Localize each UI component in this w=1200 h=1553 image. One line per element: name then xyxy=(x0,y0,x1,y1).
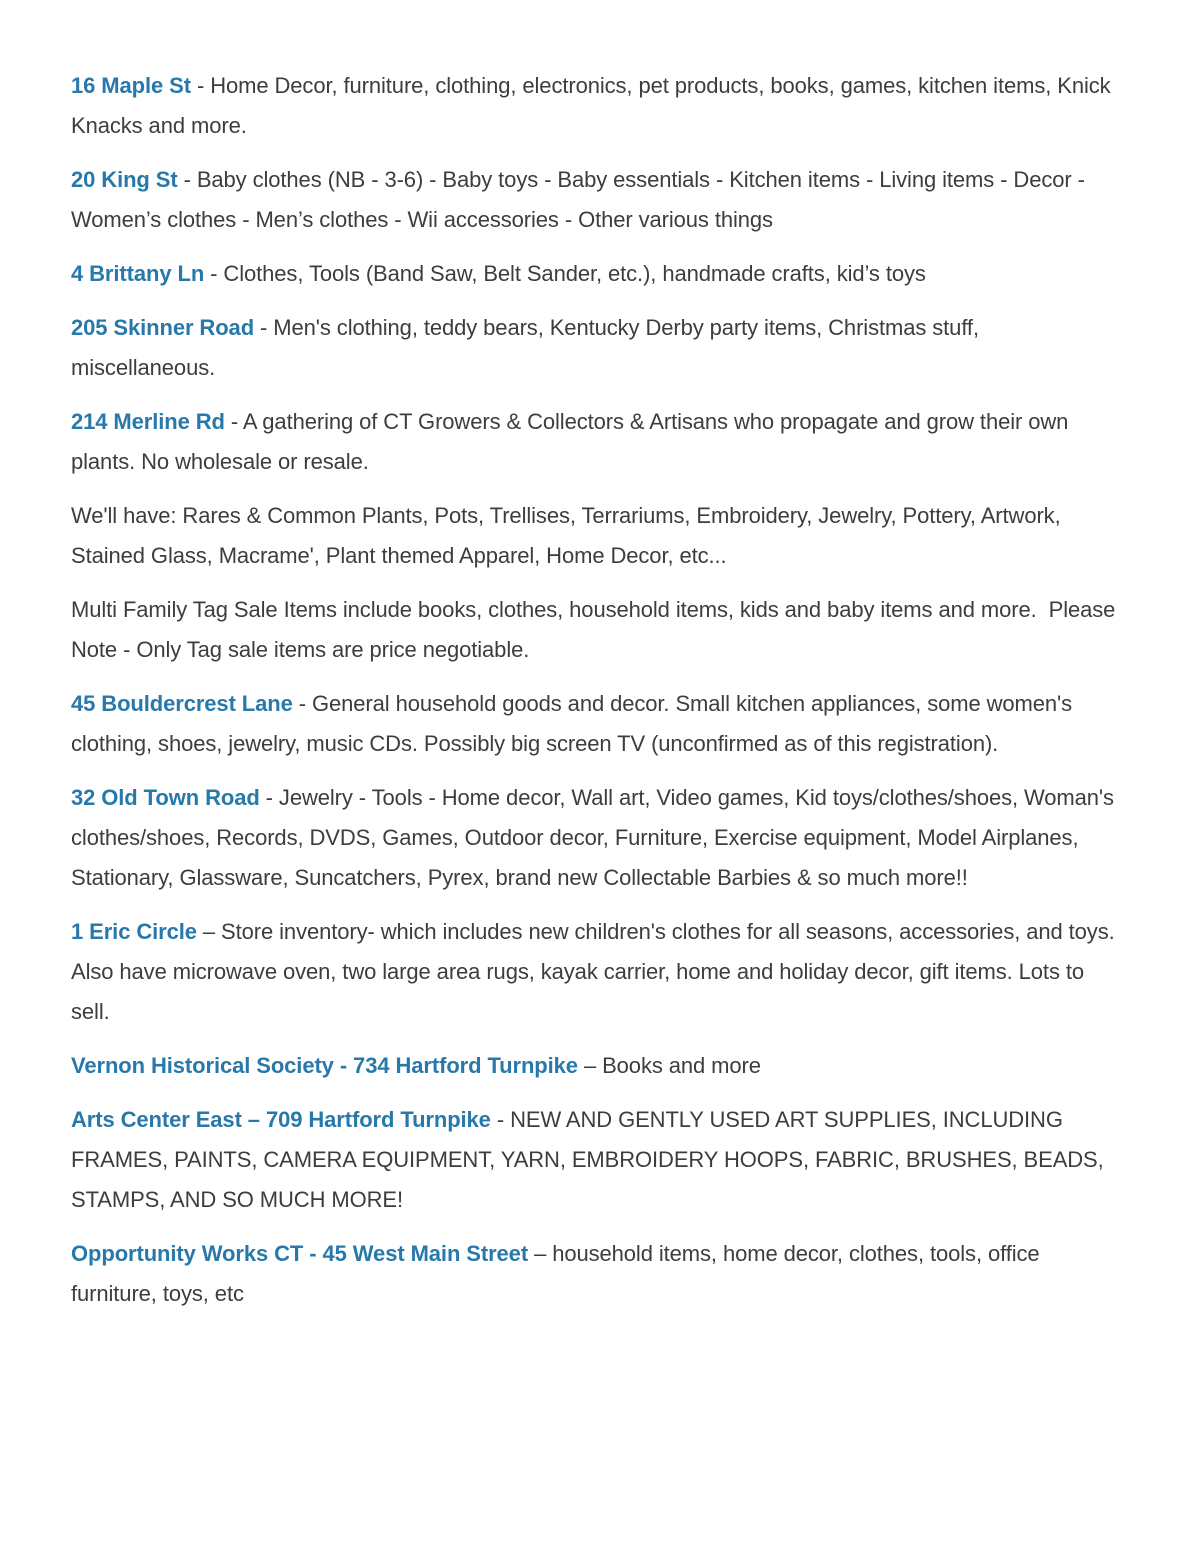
listing-description: - General household goods and decor. Small kitchen appliances, some women's clothing, shoes, jewelry, music CDs. Possibly big screen TV (unconfirmed as of this registration). xyxy=(71,691,1079,756)
listing-title: 16 Maple St xyxy=(71,73,191,98)
listing-description: - Clothes, Tools (Band Saw, Belt Sander, etc.), handmade crafts, kid’s toys xyxy=(204,261,926,286)
listing-description: – Books and more xyxy=(577,1053,761,1078)
listing-paragraph xyxy=(71,778,1128,898)
listing-paragraph xyxy=(71,912,1128,1032)
listing-paragraph xyxy=(71,254,1128,294)
listing-title: 45 Bouldercrest Lane xyxy=(71,691,293,716)
listing-paragraph xyxy=(71,160,1128,240)
listing-paragraph xyxy=(71,1100,1128,1220)
listing-description: - A gathering of CT Growers & Collectors & Artisans who propagate and grow their own plants. No wholesale or resale. xyxy=(71,409,1075,474)
listing-title: Vernon Historical Society - 734 Hartford Turnpike xyxy=(71,1053,578,1078)
listing-paragraph xyxy=(71,308,1128,388)
listing-description: - Men's clothing, teddy bears, Kentucky Derby party items, Christmas stuff, miscellaneous. xyxy=(71,315,985,380)
listing-paragraph xyxy=(71,1234,1128,1314)
listing-description: - Home Decor, furniture, clothing, electronics, pet products, books, games, kitchen items, Knick Knacks and more. xyxy=(71,73,1117,138)
listing-title: Arts Center East – 709 Hartford Turnpike xyxy=(71,1107,491,1132)
listing-description: - Jewelry - Tools - Home decor, Wall art, Video games, Kid toys/clothes/shoes, Woman's clothes/shoes, Records, DVDS, Games, Outdoor decor, Furniture, Exercise equipment, Model Airplanes, Stationary, Glassware, Suncatchers, Pyrex, brand new Collectable Barbies & so much more!! xyxy=(71,785,1120,890)
listing-description: - NEW AND GENTLY USED ART SUPPLIES, INCLUDING FRAMES, PAINTS, CAMERA EQUIPMENT, YARN, EMBROIDERY HOOPS, FABRIC, BRUSHES, BEADS, STAMPS, AND SO MUCH MORE! xyxy=(71,1107,1110,1212)
listing-paragraph xyxy=(71,590,1128,670)
listings-container xyxy=(71,66,1128,1314)
listing-title: 1 Eric Circle xyxy=(71,919,197,944)
listing-paragraph xyxy=(71,496,1128,576)
listing-paragraph xyxy=(71,402,1128,482)
listing-description: - Baby clothes (NB - 3-6) - Baby toys - Baby essentials - Kitchen items - Living items - Decor - Women’s clothes - Men’s clothes - Wii accessories - Other various things xyxy=(71,167,1091,232)
listing-title: 4 Brittany Ln xyxy=(71,261,205,286)
listing-title: 32 Old Town Road xyxy=(71,785,260,810)
listing-title: 20 King St xyxy=(71,167,178,192)
listing-description: Multi Family Tag Sale Items include books, clothes, household items, kids and baby items and more. Please Note - Only Tag sale items are price negotiable. xyxy=(71,597,1122,662)
listing-description: – household items, home decor, clothes, tools, office furniture, toys, etc xyxy=(71,1241,1046,1306)
listing-paragraph xyxy=(71,684,1128,764)
listing-paragraph xyxy=(71,66,1128,146)
listing-title: 214 Merline Rd xyxy=(71,409,225,434)
listing-title: Opportunity Works CT - 45 West Main Street xyxy=(71,1241,529,1266)
listing-description: – Store inventory- which includes new children's clothes for all seasons, accessories, and toys. Also have microwave oven, two large area rugs, kayak carrier, home and holiday decor, gift items. Lots to sell. xyxy=(71,919,1120,1024)
listing-description: We'll have: Rares & Common Plants, Pots, Trellises, Terrariums, Embroidery, Jewelry, Pottery, Artwork, Stained Glass, Macrame', Plant themed Apparel, Home Decor, etc... xyxy=(71,503,1067,568)
listing-title: 205 Skinner Road xyxy=(71,315,255,340)
listing-paragraph xyxy=(71,1046,1128,1086)
